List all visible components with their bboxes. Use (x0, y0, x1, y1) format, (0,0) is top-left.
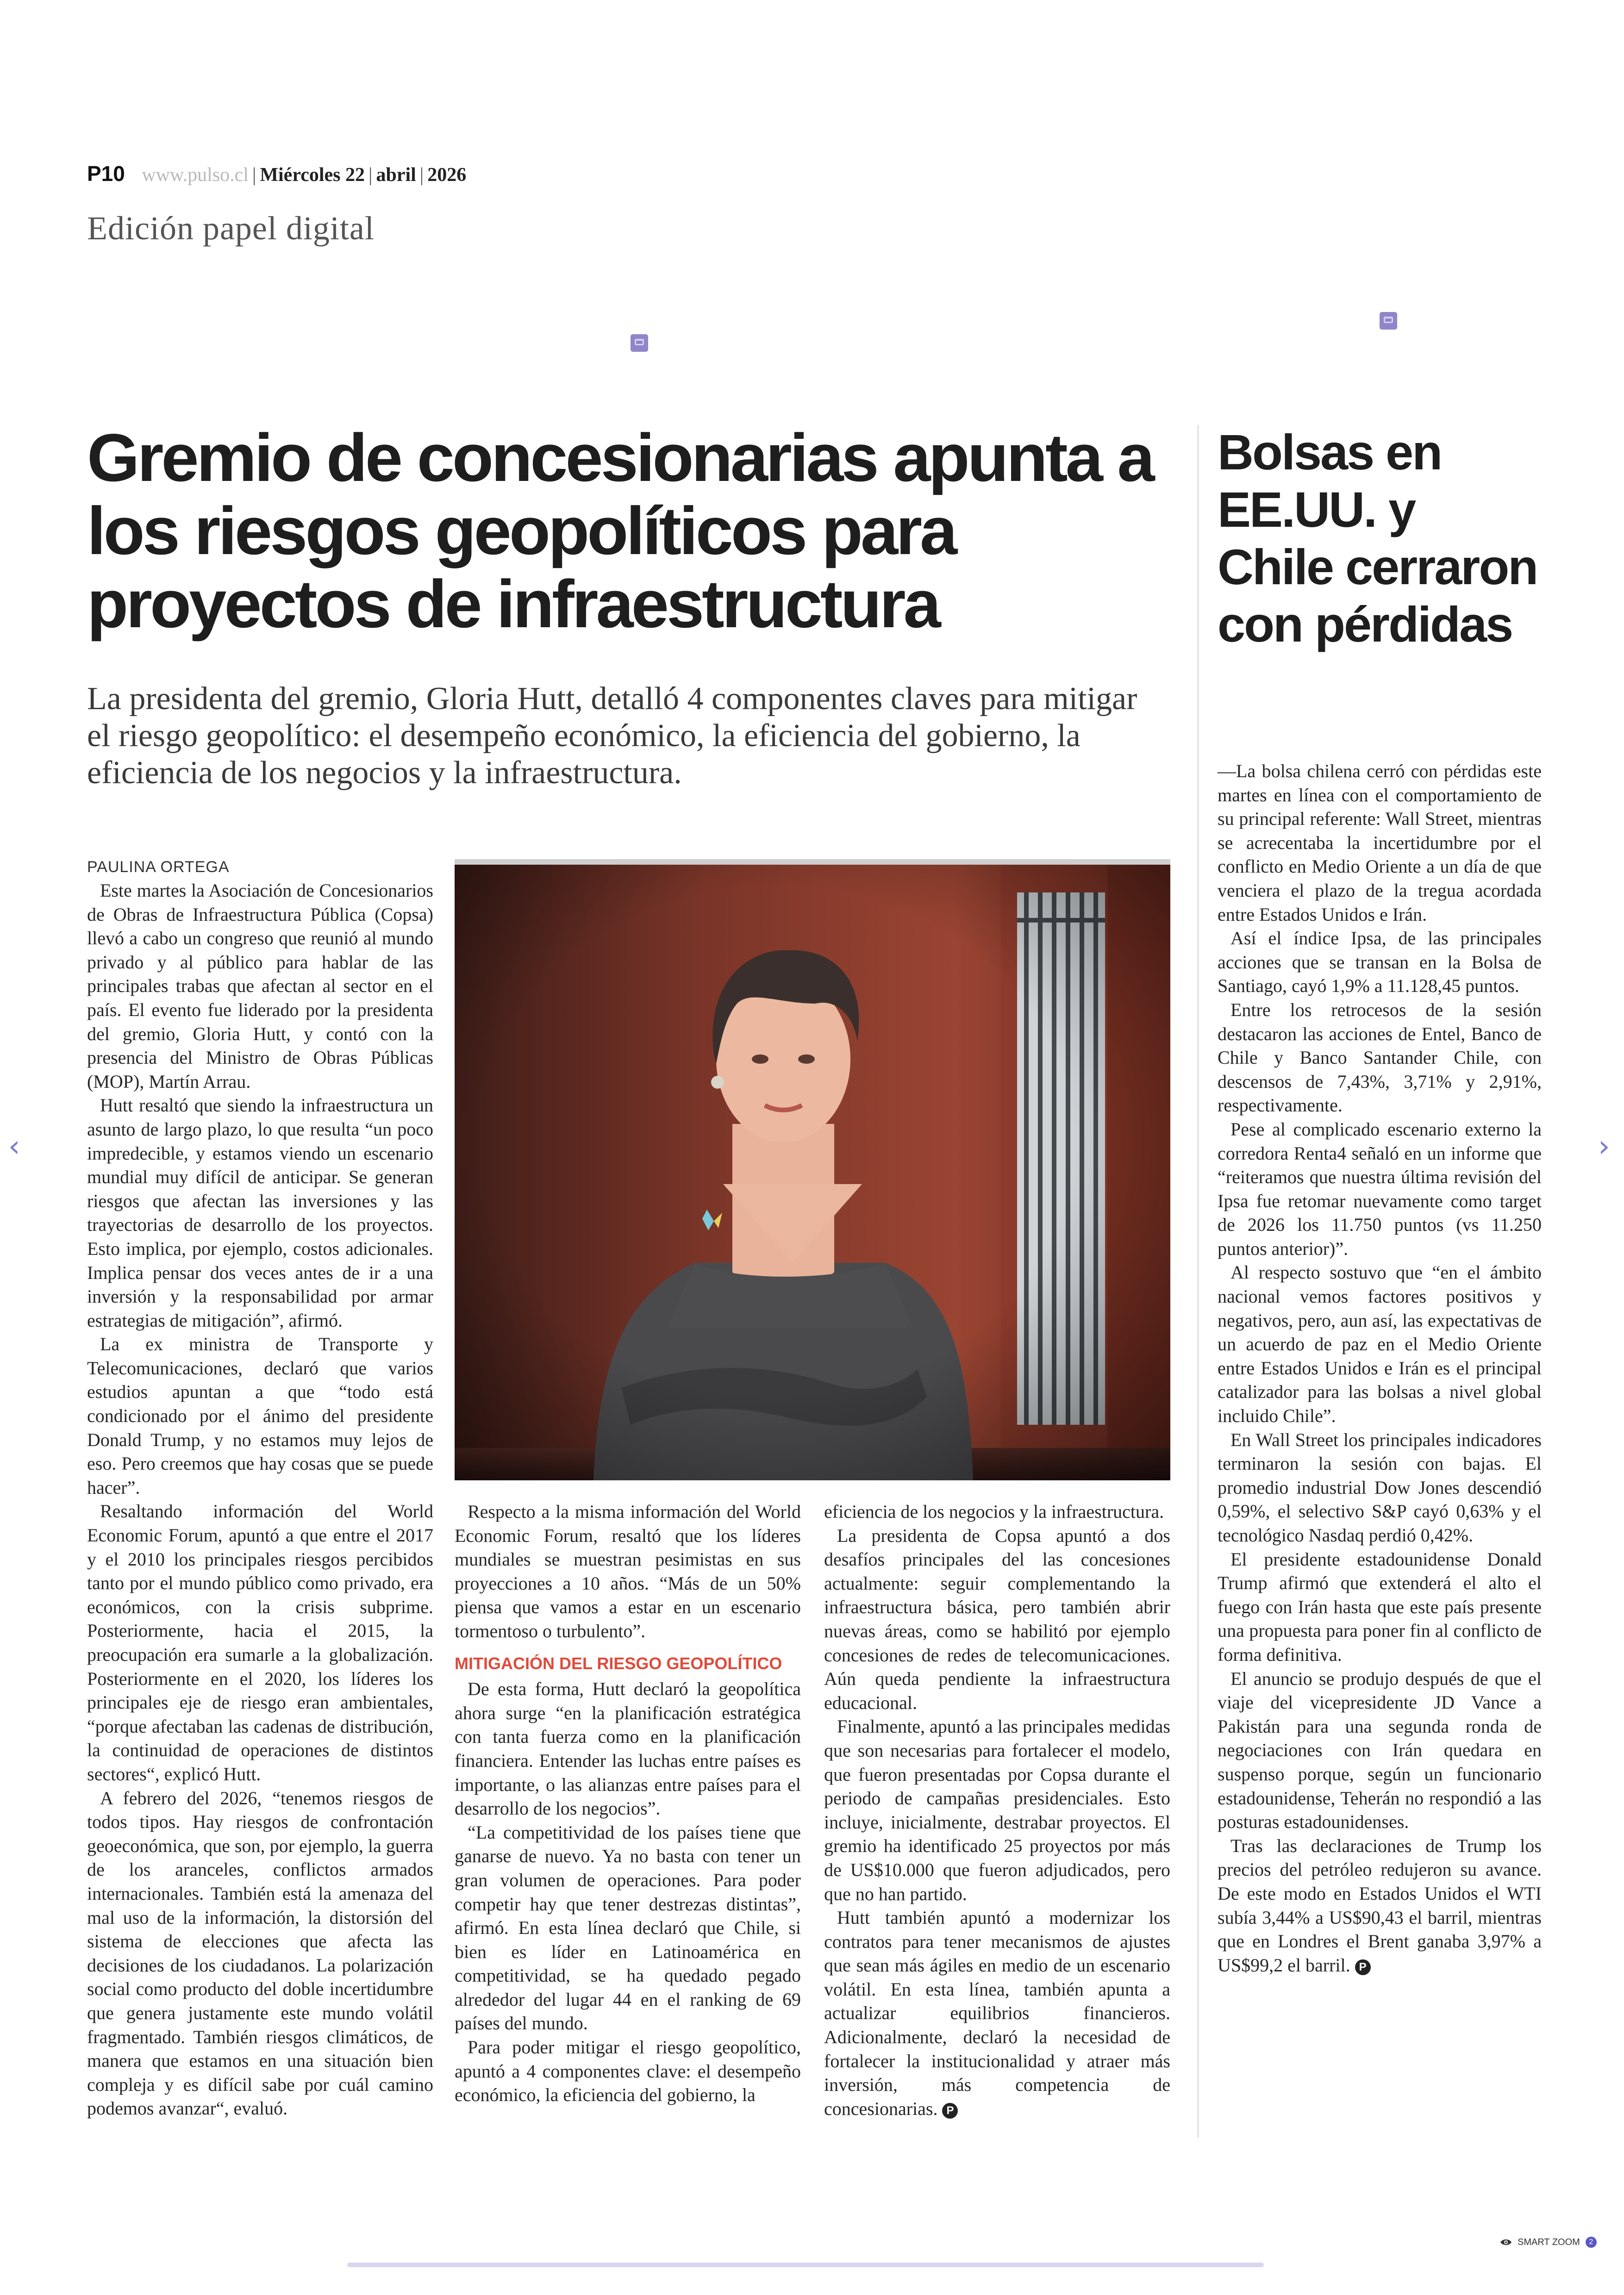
paragraph: En Wall Street los principales indicadores terminaron la sesión con bajas. El promedio industrial Dow Jones descendió 0,59%, el selectivo S&P cayó 0,63% y el tecnológico Nasdaq perdió 0,42%. (1218, 1429, 1542, 1546)
sidebar-headline: Bolsas en EE.UU. y Chile cerraron con pérdidas (1218, 424, 1537, 652)
page-header: P10 www.pulso.cl | Miércoles 22 | abril | 2026 (87, 162, 467, 186)
paragraph: Este martes la Asociación de Concesionarios de Obras de Infraestructura Pública (Copsa) llevó a cabo un congreso que reunió al mundo privado y al público para hablar de las principales trabas que afectan al sector en el país. El evento fue liderado por la presidenta del gremio, Gloria Hutt, y contó con la presencia del Ministro de Obras Públicas (MOP), Martín Arrau. (87, 880, 433, 1092)
next-page-icon[interactable]: › (1598, 1129, 1610, 1164)
smart-zoom-label: SMART ZOOM (1518, 2237, 1580, 2247)
edition-title: Edición papel digital (87, 210, 375, 247)
byline: PAULINA ORTEGA (87, 858, 230, 876)
paragraph: Hutt resaltó que siendo la infraestructura un asunto de largo plazo, lo que resulta “un poco impredecible, y estamos viendo un escenario mundial muy difícil de anticipar. Se generan riesgos que afectan las inversiones y las trayectorias de desarrollo de los proyectos. Esto implica, por ejemplo, costos adicionales. Implica pensar dos veces antes de ir a una inversión y la responsabilidad por armar estrategias de mitigación”, afirmó. (87, 1095, 433, 1331)
paragraph: Al respecto sostuvo que “en el ámbito nacional vemos factores positivos y negativos, pero, aun así, las expectativas de un acuerdo de paz en el Medio Oriente entre Estados Unidos e Irán es el principal catalizador para las bolsas a nivel global incluido Chile”. (1218, 1262, 1542, 1427)
end-mark-icon: P (1355, 1959, 1371, 1975)
article-column-3 (824, 1500, 1170, 2120)
paragraph: El anuncio se produjo después de que el viaje del vicepresidente JD Vance a Pakistán para una segunda ronda de negociaciones con Irán quedara en suspenso porque, según un funcionario estadounidense, Teherán no respondió a las posturas estadounidenses. (1218, 1668, 1542, 1833)
paragraph: El presidente estadounidense Donald Trump afirmó que extenderá el alto el fuego con Irán hasta que este país presente una propuesta para poner fin al conflicto de forma definitiva. (1218, 1548, 1542, 1665)
paragraph: A febrero del 2026, “tenemos riesgos de todos tipos. Hay riesgos de confrontación geoeconómica, que son, por ejemplo, la guerra de los aranceles, conflictos armados internacionales. También está la amenaza del mal uso de la información, la distorsión del sistema de elecciones que afecta las decisiones de los ciudadanos. La polarización social como producto del doble incertidumbre que genera justamente este mundo volátil fragmentado. También riesgos climáticos, de manera que estamos en una situación bien compleja y es difícil sabe por cuál camino podemos avanzar“, evaluó. (87, 1787, 433, 2119)
end-mark-icon: P (942, 2103, 958, 2119)
date-month: abril (376, 164, 416, 186)
paragraph-text: Tras las declaraciones de Trump los precios del petróleo redujeron su avance. De este modo en Estados Unidos el WTI subía 3,44% a US$90,43 el barril, mientras que en Londres el Brent ganaba 3,97% a US$99,2 el barril. (1218, 1835, 1542, 1976)
article-photo (455, 865, 1170, 1480)
eye-icon (1500, 2238, 1512, 2246)
page-number: P10 (87, 162, 125, 186)
paragraph: La ex ministra de Transporte y Telecomunicaciones, declaró que varios estudios apuntan a que “todo está condicionado por el ánimo del presidente Donald Trump, y no estamos muy lejos de eso. Pero creemos que hay cosas que se puede hacer”. (87, 1334, 433, 1498)
sidebar-column (1218, 759, 1542, 1977)
paragraph: “La competitividad de los países tiene que ganarse de nuevo. Ya no basta con tener un gran volumen de operaciones. Para poder competir hay que tener destrezas distintas”, afirmó. En esta línea declaró que Chile, si bien es líder en Latinoamérica en competitividad, se ha quedado pegado alrededor del lugar 44 en el ranking de 69 países del mundo. (455, 1821, 801, 2034)
paragraph-text: Hutt también apuntó a modernizar los contratos para tener mecanismos de ajustes que sean más ágiles en medio de un escenario volátil. En esta línea, también apunta a actualizar equilibrios financieros. Adicionalmente, declaró la necesidad de fortalecer la institucionalidad y atraer más inversión, más competencia de concesionarias. (824, 1907, 1170, 2119)
paragraph: Así el índice Ipsa, de las principales acciones que se transan en la Bolsa de Santiago, cayó 1,9% a 11.128,45 puntos. (1218, 928, 1542, 997)
paragraph: eficiencia de los negocios y la infraestructura. (824, 1501, 1164, 1522)
date-day: Miércoles 22 (260, 164, 365, 186)
article-column-2 (455, 1500, 801, 2107)
prev-page-icon[interactable]: ‹ (8, 1129, 20, 1164)
annotation-marker-icon[interactable] (1380, 312, 1397, 330)
portrait-photo-illustration (455, 865, 1170, 1480)
section-subhead: MITIGACIÓN DEL RIESGO GEOPOLÍTICO (455, 1653, 782, 1673)
article-column-1 (87, 855, 433, 2120)
smart-zoom-button[interactable] (1500, 2232, 1597, 2252)
paragraph: Pese al complicado escenario externo la corredora Renta4 señaló en un informe que “reiteramos que nuestra última revisión del Ipsa fue retomar nuevamente como target de 2026 los 11.750 puntos (vs 11.250 puntos anterior)”. (1218, 1118, 1542, 1259)
paragraph: Resaltando información del World Economic Forum, apuntó a que entre el 2017 y el 2010 los principales riesgos percibidos tanto por el mundo público como privado, era económicos, con la crisis subprime. Posteriormente, hacia el 2015, la preocupación era sumarle a la globalización. Posteriormente en el 2020, los líderes los principales eje de riesgo eran ambientales, “porque afectaban las cadenas de distribución, la continuidad de operaciones de distintos sectores“, explicó Hutt. (87, 1501, 433, 1784)
paragraph: Para poder mitigar el riesgo geopolítico, apuntó a 4 componentes clave: el desempeño económico, la eficiencia del gobierno, la (455, 2037, 801, 2106)
column-divider (1197, 425, 1199, 2138)
paragraph: Entre los retrocesos de la sesión destacaron las acciones de Entel, Banco de Chile y Banco Santander Chile, con descensos de 7,43%, 3,71% y 2,91%, respectivamente. (1218, 999, 1542, 1116)
paragraph: Finalmente, apuntó a las principales medidas que son necesarias para fortalecer el modelo, que fueron presentadas por Copsa durante el periodo de campañas presidenciales. Esto incluye, inicialmente, destrabar proyectos. El gremio ha identificado 25 proyectos por más de US$10.000 que fueron adjudicados, pero que no han partido. (824, 1716, 1170, 1904)
site-url[interactable]: www.pulso.cl (142, 164, 249, 186)
paragraph: De esta forma, Hutt declaró la geopolítica ahora surge “en la planificación estratégica con tanta fuerza como en la planificación financiera. Entender las luchas entre países es importante, o las alianzas entre países para el desarrollo de los negocios”. (455, 1678, 801, 1819)
photo-top-rule (455, 859, 1170, 865)
date-year: 2026 (427, 164, 467, 186)
annotation-marker-icon[interactable] (631, 334, 648, 352)
paragraph: —La bolsa chilena cerró con pérdidas este martes en línea con el comportamiento de su principal referente: Wall Street, mientras se acrecentaba la incertidumbre por el conflicto en Medio Oriente a un día de que venciera el plazo de la tregua acordada entre Estados Unidos e Irán. (1218, 761, 1542, 925)
article-deck: La presidenta del gremio, Gloria Hutt, detalló 4 componentes claves para mitigar el riesgo geopolítico: el desempeño económico, la eficiencia del gobierno, la eficiencia de los negocios y la infraestructura. (87, 681, 1137, 791)
paragraph: La presidenta de Copsa apuntó a dos desafíos principales del las concesiones actualmente: seguir complementando la infraestructura básica, pero también abrir nuevas áreas, como se habilitó por ejemplo concesiones de redes de telecomunicaciones. Aún queda pendiente la infraestructura educacional. (824, 1525, 1170, 1713)
paragraph: Respecto a la misma información del World Economic Forum, resaltó que los líderes mundiales se muestran pesimistas en sus proyecciones a 10 años. “Más de un 50% piensa que vamos a estar en un escenario tormentoso o turbulento”. (455, 1501, 801, 1641)
paragraph (1218, 1834, 1542, 1977)
horizontal-scrollbar[interactable] (347, 2263, 1264, 2267)
paragraph (824, 1906, 1170, 2120)
smart-zoom-count: 2 (1586, 2237, 1597, 2248)
article-headline: Gremio de concesionarias apunta a los riesgos geopolíticos para proyectos de infraestructura (87, 420, 1153, 642)
